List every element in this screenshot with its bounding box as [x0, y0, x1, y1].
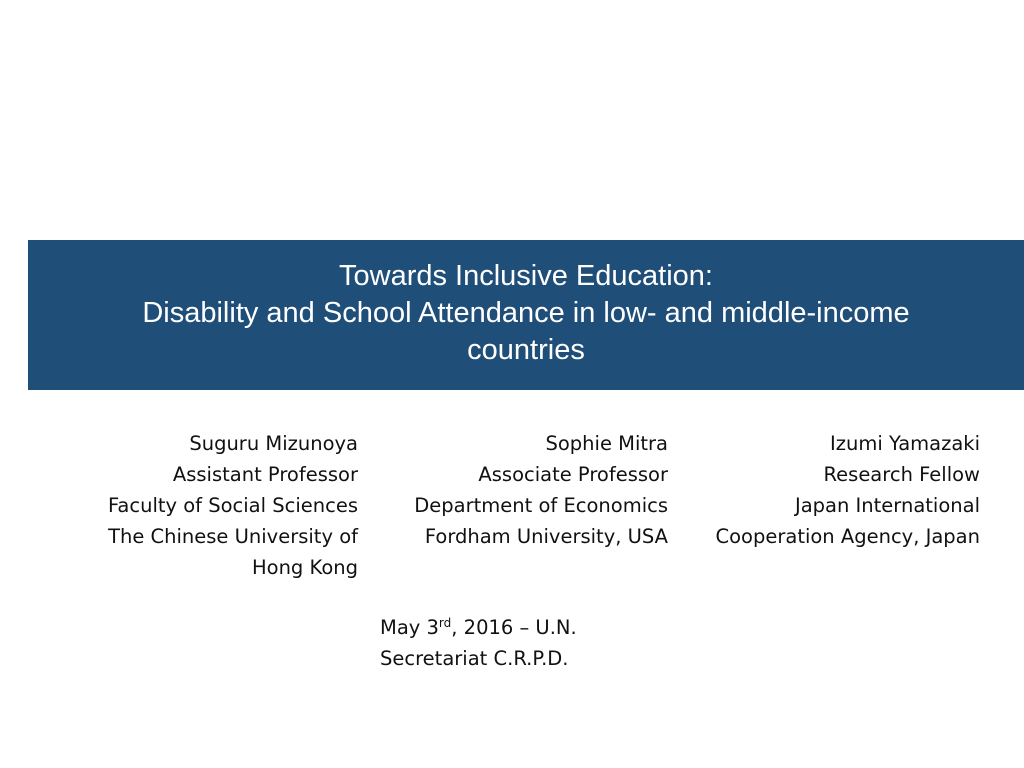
title-line-2: Disability and School Attendance in low- and middle-income [142, 297, 910, 329]
author-institution: Cooperation Agency, Japan [715, 525, 980, 548]
author-institution: Fordham University, USA [424, 525, 668, 548]
date-line-1 [380, 612, 577, 643]
author-position: Associate Professor [478, 463, 668, 486]
slide-title [28, 258, 1024, 369]
author-block-yamazaki [682, 428, 980, 552]
author-block-mitra [370, 428, 668, 552]
author-institution: The Chinese University of [108, 525, 358, 548]
author-position: Research Fellow [823, 463, 980, 486]
date-line-2: Secretariat C.R.P.D. [380, 647, 569, 670]
author-department: Japan International [794, 494, 980, 517]
date-ordinal: rd [438, 616, 452, 630]
author-department: Faculty of Social Sciences [107, 494, 358, 517]
date-prefix: May 3 [380, 616, 439, 639]
author-position: Assistant Professor [172, 463, 358, 486]
author-name: Izumi Yamazaki [830, 432, 980, 455]
author-department: Department of Economics [414, 494, 668, 517]
presentation-date [380, 612, 577, 674]
author-institution-cont: Hong Kong [251, 556, 358, 579]
author-block-mizunoya [60, 428, 358, 583]
title-line-1: Towards Inclusive Education: [339, 260, 713, 292]
title-line-3: countries [467, 334, 585, 366]
author-name: Sophie Mitra [545, 432, 668, 455]
author-name: Suguru Mizunoya [189, 432, 358, 455]
date-suffix: , 2016 – U.N. [451, 616, 577, 639]
title-banner [28, 240, 1024, 390]
